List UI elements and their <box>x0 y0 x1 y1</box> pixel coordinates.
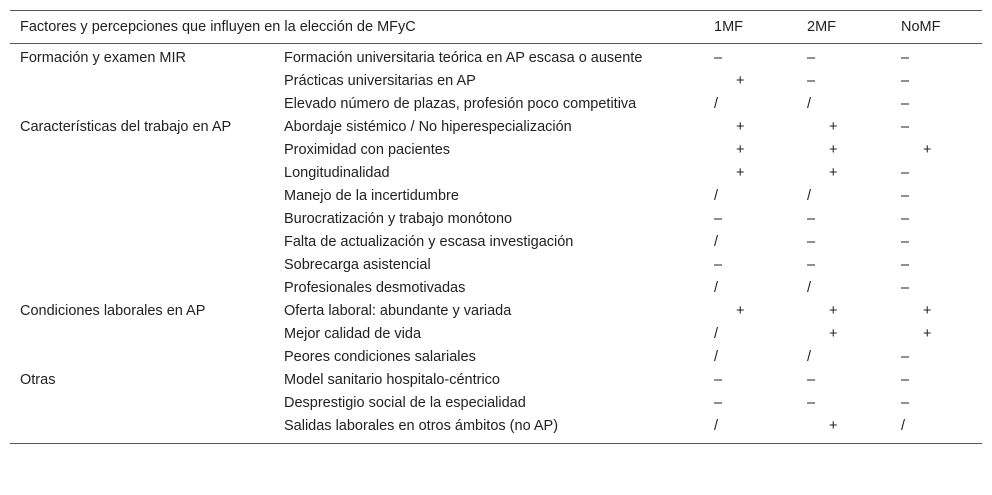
row-factor: Proximidad con pacientes <box>284 142 451 158</box>
symbol-value: + <box>736 165 745 181</box>
cell-2mf <box>797 323 891 346</box>
cell-nomf <box>891 208 982 231</box>
row-factor: Manejo de la incertidumbre <box>284 188 459 204</box>
symbol-value: + <box>923 303 932 319</box>
cell-1mf <box>704 70 797 93</box>
symbol-value: / <box>807 188 812 204</box>
cell-1mf <box>704 254 797 277</box>
table-row <box>10 346 982 369</box>
symbol-value: / <box>807 96 812 112</box>
cell-nomf <box>891 44 982 71</box>
symbol-value: + <box>829 119 838 135</box>
table-row <box>10 300 982 323</box>
cell-nomf <box>891 254 982 277</box>
symbol-value: / <box>714 96 719 112</box>
row-factor: Prácticas universitarias en AP <box>284 73 476 89</box>
row-category: Características del trabajo en AP <box>20 119 232 135</box>
cell-1mf <box>704 369 797 392</box>
cell-nomf <box>891 162 982 185</box>
symbol-value: – <box>807 50 816 66</box>
symbol-value: – <box>901 96 910 112</box>
cell-2mf <box>797 116 891 139</box>
cell-nomf <box>891 369 982 392</box>
cell-nomf <box>891 300 982 323</box>
cell-1mf <box>704 300 797 323</box>
symbol-value: – <box>807 257 816 273</box>
row-category <box>10 277 274 300</box>
table-row <box>10 254 982 277</box>
symbol-value: – <box>901 50 910 66</box>
symbol-value: / <box>714 280 719 296</box>
table-row <box>10 277 982 300</box>
header-1mf: 1MF <box>704 11 797 44</box>
cell-1mf <box>704 185 797 208</box>
symbol-value: + <box>923 326 932 342</box>
symbol-value: – <box>901 349 910 365</box>
table-row <box>10 415 982 443</box>
symbol-value: – <box>714 257 723 273</box>
row-category <box>10 208 274 231</box>
symbol-value: / <box>714 326 719 342</box>
symbol-value: – <box>901 73 910 89</box>
table-row <box>10 70 982 93</box>
symbol-value: – <box>901 234 910 250</box>
cell-nomf <box>891 346 982 369</box>
symbol-value: / <box>714 418 719 434</box>
cell-2mf <box>797 369 891 392</box>
symbol-value: + <box>736 73 745 89</box>
row-factor: Burocratización y trabajo monótono <box>284 211 513 227</box>
cell-nomf <box>891 139 982 162</box>
symbol-value: + <box>736 119 745 135</box>
table-row <box>10 392 982 415</box>
cell-1mf <box>704 323 797 346</box>
cell-2mf <box>797 300 891 323</box>
symbol-value: – <box>807 211 816 227</box>
row-factor: Formación universitaria teórica en AP escasa o ausente <box>284 50 643 66</box>
table-row <box>10 116 982 139</box>
row-category <box>10 93 274 116</box>
cell-nomf <box>891 231 982 254</box>
table-row <box>10 139 982 162</box>
cell-1mf <box>704 231 797 254</box>
header-factors: Factores y percepciones que influyen en la elección de MFyC <box>10 11 704 44</box>
table-row <box>10 369 982 392</box>
row-factor: Longitudinalidad <box>284 165 390 181</box>
table-body <box>10 44 982 444</box>
row-category <box>10 231 274 254</box>
cell-2mf <box>797 185 891 208</box>
symbol-value: – <box>901 280 910 296</box>
row-factor: Salidas laborales en otros ámbitos (no AP) <box>284 418 559 434</box>
cell-2mf <box>797 208 891 231</box>
cell-2mf <box>797 139 891 162</box>
cell-1mf <box>704 116 797 139</box>
symbol-value: + <box>829 418 838 434</box>
symbol-value: – <box>901 165 910 181</box>
table-header <box>10 11 982 44</box>
cell-2mf <box>797 70 891 93</box>
cell-nomf <box>891 116 982 139</box>
row-category: Formación y examen MIR <box>20 50 186 66</box>
symbol-value: / <box>807 280 812 296</box>
symbol-value: – <box>714 211 723 227</box>
symbol-value: + <box>736 142 745 158</box>
row-factor: Desprestigio social de la especialidad <box>284 395 526 411</box>
row-category <box>10 185 274 208</box>
table-row <box>10 93 982 116</box>
factors-table-container <box>10 10 982 444</box>
cell-2mf <box>797 277 891 300</box>
cell-2mf <box>797 44 891 71</box>
cell-nomf <box>891 277 982 300</box>
row-category <box>10 139 274 162</box>
cell-2mf <box>797 392 891 415</box>
row-category <box>10 254 274 277</box>
symbol-value: – <box>807 395 816 411</box>
cell-2mf <box>797 254 891 277</box>
cell-2mf <box>797 162 891 185</box>
table-row <box>10 323 982 346</box>
symbol-value: / <box>714 349 719 365</box>
cell-2mf <box>797 415 891 443</box>
row-category <box>10 392 274 415</box>
cell-1mf <box>704 44 797 71</box>
row-factor: Mejor calidad de vida <box>284 326 422 342</box>
cell-1mf <box>704 93 797 116</box>
factors-table <box>10 11 982 443</box>
cell-2mf <box>797 93 891 116</box>
table-row <box>10 162 982 185</box>
table-row <box>10 185 982 208</box>
header-2mf: 2MF <box>797 11 891 44</box>
cell-nomf <box>891 185 982 208</box>
row-factor: Model sanitario hospitalo-céntrico <box>284 372 500 388</box>
cell-nomf <box>891 392 982 415</box>
symbol-value: / <box>714 188 719 204</box>
symbol-value: + <box>829 142 838 158</box>
symbol-value: + <box>923 142 932 158</box>
row-category <box>10 70 274 93</box>
symbol-value: – <box>901 372 910 388</box>
row-category <box>10 346 274 369</box>
row-category <box>10 323 274 346</box>
row-factor: Falta de actualización y escasa investigación <box>284 234 574 250</box>
symbol-value: + <box>829 165 838 181</box>
row-factor: Elevado número de plazas, profesión poco competitiva <box>284 96 637 112</box>
cell-1mf <box>704 415 797 443</box>
row-category <box>10 415 274 443</box>
cell-nomf <box>891 70 982 93</box>
cell-nomf <box>891 93 982 116</box>
cell-1mf <box>704 208 797 231</box>
table-row <box>10 231 982 254</box>
symbol-value: – <box>807 73 816 89</box>
cell-2mf <box>797 346 891 369</box>
cell-1mf <box>704 162 797 185</box>
symbol-value: – <box>901 211 910 227</box>
table-row <box>10 208 982 231</box>
row-factor: Sobrecarga asistencial <box>284 257 431 273</box>
table-row <box>10 44 982 71</box>
cell-1mf <box>704 346 797 369</box>
cell-1mf <box>704 277 797 300</box>
header-row <box>10 11 982 44</box>
symbol-value: – <box>714 372 723 388</box>
row-factor: Abordaje sistémico / No hiperespecialización <box>284 119 572 135</box>
symbol-value: – <box>901 395 910 411</box>
cell-nomf <box>891 323 982 346</box>
symbol-value: – <box>807 372 816 388</box>
row-factor: Peores condiciones salariales <box>284 349 476 365</box>
symbol-value: – <box>901 257 910 273</box>
symbol-value: – <box>901 119 910 135</box>
row-factor: Profesionales desmotivadas <box>284 280 466 296</box>
cell-1mf <box>704 139 797 162</box>
symbol-value: – <box>714 50 723 66</box>
symbol-value: + <box>829 303 838 319</box>
symbol-value: – <box>807 234 816 250</box>
cell-nomf <box>891 415 982 443</box>
cell-2mf <box>797 231 891 254</box>
symbol-value: / <box>901 418 906 434</box>
row-category: Otras <box>20 372 56 388</box>
symbol-value: – <box>901 188 910 204</box>
symbol-value: + <box>829 326 838 342</box>
symbol-value: – <box>714 395 723 411</box>
symbol-value: + <box>736 303 745 319</box>
row-category: Condiciones laborales en AP <box>20 303 206 319</box>
symbol-value: / <box>807 349 812 365</box>
row-factor: Oferta laboral: abundante y variada <box>284 303 512 319</box>
header-nomf: NoMF <box>891 11 982 44</box>
cell-1mf <box>704 392 797 415</box>
row-category <box>10 162 274 185</box>
symbol-value: / <box>714 234 719 250</box>
